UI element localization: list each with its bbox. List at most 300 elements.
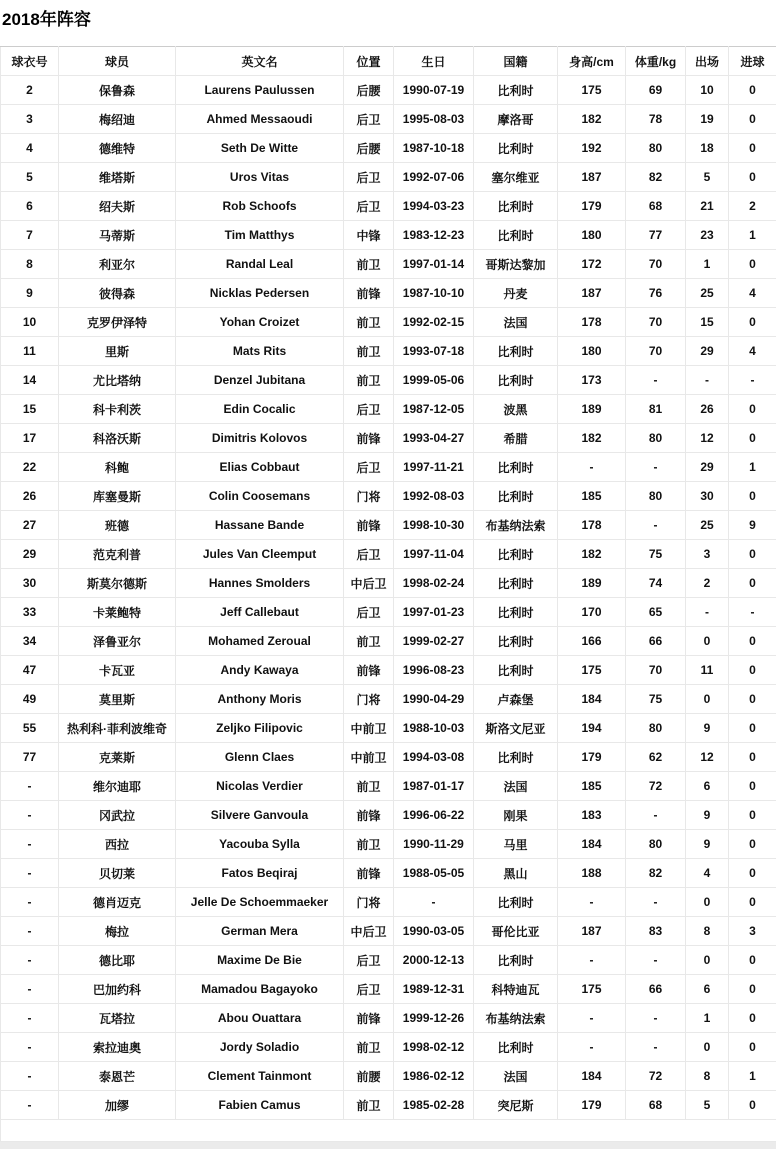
table-cell: 1998-02-12	[394, 1033, 474, 1062]
table-cell: 比利时	[474, 627, 558, 656]
table-cell: 斯莫尔德斯	[59, 569, 176, 598]
table-cell: 马蒂斯	[59, 221, 176, 250]
table-cell: 17	[1, 424, 59, 453]
table-cell: -	[626, 366, 686, 395]
table-cell: 前卫	[344, 366, 394, 395]
table-cell: 法国	[474, 772, 558, 801]
table-cell: 1990-04-29	[394, 685, 474, 714]
table-cell: 1	[729, 1062, 776, 1091]
table-cell: Fabien Camus	[176, 1091, 344, 1120]
table-cell: 6	[686, 975, 729, 1004]
page-title: 2018年阵容	[2, 10, 91, 29]
table-cell: 0	[729, 888, 776, 917]
table-cell: 0	[686, 1033, 729, 1062]
table-cell: Tim Matthys	[176, 221, 344, 250]
table-cell: 1994-03-23	[394, 192, 474, 221]
table-cell: 前锋	[344, 859, 394, 888]
table-cell: 6	[686, 772, 729, 801]
table-cell: 22	[1, 453, 59, 482]
table-cell: 贝切莱	[59, 859, 176, 888]
table-cell: 中后卫	[344, 917, 394, 946]
table-cell: 9	[1, 279, 59, 308]
table-cell: 1995-08-03	[394, 105, 474, 134]
table-row	[1, 366, 776, 395]
table-cell: 184	[558, 1062, 626, 1091]
table-cell: Hassane Bande	[176, 511, 344, 540]
table-cell: 德比耶	[59, 946, 176, 975]
table-cell: -	[394, 888, 474, 917]
table-cell: 23	[686, 221, 729, 250]
table-row	[1, 395, 776, 424]
table-row	[1, 511, 776, 540]
table-row	[1, 1004, 776, 1033]
table-cell: 比利时	[474, 540, 558, 569]
table-cell: 76	[626, 279, 686, 308]
table-cell: 中后卫	[344, 569, 394, 598]
table-cell: Rob Schoofs	[176, 192, 344, 221]
table-cell: 加缪	[59, 1091, 176, 1120]
table-cell: 0	[729, 163, 776, 192]
table-cell: -	[626, 888, 686, 917]
table-cell: 2000-12-13	[394, 946, 474, 975]
table-cell: 科鲍	[59, 453, 176, 482]
table-cell: 刚果	[474, 801, 558, 830]
table-row	[1, 279, 776, 308]
table-row	[1, 540, 776, 569]
table-cell: 26	[686, 395, 729, 424]
table-cell: 178	[558, 308, 626, 337]
table-cell: 182	[558, 105, 626, 134]
table-cell: Dimitris Kolovos	[176, 424, 344, 453]
table-cell: 法国	[474, 1062, 558, 1091]
table-row	[1, 221, 776, 250]
table-cell: 1998-02-24	[394, 569, 474, 598]
table-cell: 1997-01-23	[394, 598, 474, 627]
column-header-6: 身高/cm	[558, 47, 626, 76]
table-cell: Yohan Croizet	[176, 308, 344, 337]
table-cell: 比利时	[474, 76, 558, 105]
table-cell: -	[729, 366, 776, 395]
table-cell: 0	[686, 685, 729, 714]
table-cell: 中锋	[344, 221, 394, 250]
column-header-9: 进球	[729, 47, 776, 76]
table-cell: 30	[686, 482, 729, 511]
table-cell: 前卫	[344, 250, 394, 279]
table-cell: -	[1, 946, 59, 975]
table-cell: 1997-11-04	[394, 540, 474, 569]
table-cell: 189	[558, 395, 626, 424]
roster-table	[0, 46, 776, 1142]
table-cell: -	[1, 1004, 59, 1033]
table-row	[1, 453, 776, 482]
table-cell: -	[1, 801, 59, 830]
table-cell: 1	[686, 1004, 729, 1033]
table-cell: 瓦塔拉	[59, 1004, 176, 1033]
table-cell: 克罗伊泽特	[59, 308, 176, 337]
table-row	[1, 801, 776, 830]
table-cell: 194	[558, 714, 626, 743]
table-row	[1, 830, 776, 859]
table-cell: 19	[686, 105, 729, 134]
table-cell: 1990-03-05	[394, 917, 474, 946]
table-cell: 180	[558, 337, 626, 366]
table-cell: 前锋	[344, 511, 394, 540]
table-cell: 波黑	[474, 395, 558, 424]
table-cell: Uros Vitas	[176, 163, 344, 192]
table-cell: 0	[729, 482, 776, 511]
table-cell: 1999-05-06	[394, 366, 474, 395]
table-cell: 0	[729, 714, 776, 743]
table-cell: Andy Kawaya	[176, 656, 344, 685]
table-cell: 1	[686, 250, 729, 279]
table-cell: 189	[558, 569, 626, 598]
table-cell: 门将	[344, 888, 394, 917]
table-cell: 62	[626, 743, 686, 772]
table-cell: 4	[686, 859, 729, 888]
table-row	[1, 1091, 776, 1120]
table-cell: 74	[626, 569, 686, 598]
table-cell: 比利时	[474, 192, 558, 221]
table-cell: 克莱斯	[59, 743, 176, 772]
table-cell: 黑山	[474, 859, 558, 888]
table-cell: Jordy Soladio	[176, 1033, 344, 1062]
table-row	[1, 743, 776, 772]
table-cell: 8	[686, 1062, 729, 1091]
table-cell: 1987-10-18	[394, 134, 474, 163]
table-cell: Jelle De Schoemmaeker	[176, 888, 344, 917]
table-cell: Mohamed Zeroual	[176, 627, 344, 656]
table-cell: Jeff Callebaut	[176, 598, 344, 627]
table-cell: 1992-07-06	[394, 163, 474, 192]
table-cell: 0	[729, 134, 776, 163]
table-cell: 1994-03-08	[394, 743, 474, 772]
table-cell: 65	[626, 598, 686, 627]
table-cell: 10	[1, 308, 59, 337]
table-cell: 11	[686, 656, 729, 685]
table-cell: 比利时	[474, 656, 558, 685]
table-cell: Colin Coosemans	[176, 482, 344, 511]
table-cell: 15	[1, 395, 59, 424]
table-cell: 比利时	[474, 743, 558, 772]
table-cell: 1990-11-29	[394, 830, 474, 859]
table-cell: -	[558, 946, 626, 975]
table-cell: 188	[558, 859, 626, 888]
table-cell: 比利时	[474, 598, 558, 627]
table-cell: 12	[686, 424, 729, 453]
table-cell: 1989-12-31	[394, 975, 474, 1004]
column-header-8: 出场	[686, 47, 729, 76]
table-row	[1, 627, 776, 656]
table-cell: 科洛沃斯	[59, 424, 176, 453]
table-row	[1, 1062, 776, 1091]
table-cell: 33	[1, 598, 59, 627]
table-cell: 0	[729, 1033, 776, 1062]
table-cell: Fatos Beqiraj	[176, 859, 344, 888]
table-cell: -	[626, 1004, 686, 1033]
table-cell: 1986-02-12	[394, 1062, 474, 1091]
table-cell: 175	[558, 656, 626, 685]
table-cell: 184	[558, 830, 626, 859]
table-cell: 5	[686, 1091, 729, 1120]
table-cell: 80	[626, 830, 686, 859]
table-cell: 布基纳法索	[474, 511, 558, 540]
table-cell: 180	[558, 221, 626, 250]
table-cell: 0	[729, 395, 776, 424]
table-cell: 0	[729, 76, 776, 105]
bottom-strip	[0, 1142, 776, 1149]
table-cell: 索拉迪奥	[59, 1033, 176, 1062]
table-cell: 14	[1, 366, 59, 395]
table-cell: 德维特	[59, 134, 176, 163]
table-cell: -	[558, 453, 626, 482]
table-footer	[1, 1120, 776, 1142]
table-cell: Mamadou Bagayoko	[176, 975, 344, 1004]
table-cell: 187	[558, 279, 626, 308]
table-cell: -	[1, 859, 59, 888]
table-row	[1, 917, 776, 946]
table-cell: 1998-10-30	[394, 511, 474, 540]
table-cell: 比利时	[474, 453, 558, 482]
table-row	[1, 308, 776, 337]
table-cell: 9	[686, 714, 729, 743]
table-cell: -	[1, 830, 59, 859]
table-cell: 15	[686, 308, 729, 337]
table-row	[1, 337, 776, 366]
table-row	[1, 772, 776, 801]
table-cell: 175	[558, 975, 626, 1004]
table-cell: 前腰	[344, 1062, 394, 1091]
table-cell: 1999-02-27	[394, 627, 474, 656]
table-cell: 梅绍迪	[59, 105, 176, 134]
table-cell: 179	[558, 1091, 626, 1120]
table-cell: 0	[729, 627, 776, 656]
table-cell: Seth De Witte	[176, 134, 344, 163]
table-cell: 1	[729, 453, 776, 482]
header-row	[1, 47, 776, 76]
column-header-7: 体重/kg	[626, 47, 686, 76]
table-cell: 0	[729, 859, 776, 888]
table-row	[1, 859, 776, 888]
table-cell: 69	[626, 76, 686, 105]
table-cell: 莫里斯	[59, 685, 176, 714]
table-cell: 34	[1, 627, 59, 656]
table-cell: 摩洛哥	[474, 105, 558, 134]
table-cell: 0	[729, 105, 776, 134]
table-cell: 9	[686, 801, 729, 830]
table-cell: Ahmed Messaoudi	[176, 105, 344, 134]
table-cell: 塞尔维亚	[474, 163, 558, 192]
table-cell: 77	[1, 743, 59, 772]
table-cell: 0	[729, 685, 776, 714]
table-cell: 里斯	[59, 337, 176, 366]
table-cell: 维尔迪耶	[59, 772, 176, 801]
table-cell: 25	[686, 511, 729, 540]
table-row	[1, 656, 776, 685]
table-cell: 0	[729, 772, 776, 801]
table-cell: 0	[729, 569, 776, 598]
table-cell: 1987-12-05	[394, 395, 474, 424]
table-cell: 8	[686, 917, 729, 946]
table-cell: 1988-10-03	[394, 714, 474, 743]
table-cell: Jules Van Cleemput	[176, 540, 344, 569]
table-cell: 29	[1, 540, 59, 569]
table-cell: 哥伦比亚	[474, 917, 558, 946]
table-cell: 丹麦	[474, 279, 558, 308]
table-cell: 47	[1, 656, 59, 685]
table-cell: Denzel Jubitana	[176, 366, 344, 395]
table-cell: 科特迪瓦	[474, 975, 558, 1004]
table-cell: 比利时	[474, 946, 558, 975]
table-cell: 斯洛文尼亚	[474, 714, 558, 743]
table-cell: 6	[1, 192, 59, 221]
table-cell: 83	[626, 917, 686, 946]
table-cell: Nicolas Verdier	[176, 772, 344, 801]
table-body	[1, 76, 776, 1120]
table-row	[1, 163, 776, 192]
table-cell: 80	[626, 424, 686, 453]
table-cell: -	[729, 598, 776, 627]
table-cell: Zeljko Filipovic	[176, 714, 344, 743]
table-cell: Yacouba Sylla	[176, 830, 344, 859]
table-cell: 前卫	[344, 1033, 394, 1062]
table-cell: 81	[626, 395, 686, 424]
table-cell: -	[1, 888, 59, 917]
table-cell: 泽鲁亚尔	[59, 627, 176, 656]
table-cell: 库塞曼斯	[59, 482, 176, 511]
table-cell: 80	[626, 134, 686, 163]
table-cell: Mats Rits	[176, 337, 344, 366]
table-row	[1, 105, 776, 134]
table-cell: 5	[1, 163, 59, 192]
table-cell: 1993-07-18	[394, 337, 474, 366]
table-cell: 5	[686, 163, 729, 192]
table-cell: Abou Ouattara	[176, 1004, 344, 1033]
table-cell: 2	[686, 569, 729, 598]
table-cell: Laurens Paulussen	[176, 76, 344, 105]
table-cell: -	[1, 1062, 59, 1091]
table-cell: 利亚尔	[59, 250, 176, 279]
table-cell: 82	[626, 859, 686, 888]
table-cell: 前锋	[344, 279, 394, 308]
table-cell: 1987-01-17	[394, 772, 474, 801]
table-cell: 170	[558, 598, 626, 627]
table-cell: 178	[558, 511, 626, 540]
table-cell: 维塔斯	[59, 163, 176, 192]
table-cell: 187	[558, 163, 626, 192]
table-cell: 1997-01-14	[394, 250, 474, 279]
table-cell: 门将	[344, 482, 394, 511]
table-cell: 182	[558, 540, 626, 569]
table-cell: 比利时	[474, 221, 558, 250]
table-cell: 3	[686, 540, 729, 569]
table-cell: 前卫	[344, 308, 394, 337]
table-cell: 72	[626, 772, 686, 801]
table-cell: -	[626, 801, 686, 830]
table-cell: Anthony Moris	[176, 685, 344, 714]
table-cell: 后卫	[344, 946, 394, 975]
table-cell: 1988-05-05	[394, 859, 474, 888]
table-cell: -	[558, 1004, 626, 1033]
table-cell: 布基纳法索	[474, 1004, 558, 1033]
table-cell: -	[626, 453, 686, 482]
column-header-3: 位置	[344, 47, 394, 76]
table-cell: 法国	[474, 308, 558, 337]
table-cell: 3	[1, 105, 59, 134]
table-row	[1, 888, 776, 917]
table-cell: 0	[729, 250, 776, 279]
table-cell: Clement Tainmont	[176, 1062, 344, 1091]
table-cell: 1987-10-10	[394, 279, 474, 308]
table-cell: 9	[729, 511, 776, 540]
blank-footer-row	[1, 1120, 776, 1142]
table-cell: 前卫	[344, 772, 394, 801]
table-cell: 卡瓦亚	[59, 656, 176, 685]
table-cell: Nicklas Pedersen	[176, 279, 344, 308]
table-cell: 前卫	[344, 1091, 394, 1120]
table-cell: 30	[1, 569, 59, 598]
table-cell: 卡莱鲍特	[59, 598, 176, 627]
table-cell: 1996-08-23	[394, 656, 474, 685]
table-cell: -	[1, 1091, 59, 1120]
table-cell: -	[1, 1033, 59, 1062]
column-header-4: 生日	[394, 47, 474, 76]
table-cell: 55	[1, 714, 59, 743]
table-cell: 182	[558, 424, 626, 453]
table-cell: 9	[686, 830, 729, 859]
table-cell: 后卫	[344, 395, 394, 424]
table-cell: 门将	[344, 685, 394, 714]
table-cell: 18	[686, 134, 729, 163]
table-cell: 2	[1, 76, 59, 105]
table-cell: 25	[686, 279, 729, 308]
table-cell: -	[626, 1033, 686, 1062]
table-cell: 前卫	[344, 337, 394, 366]
table-cell: 比利时	[474, 366, 558, 395]
table-cell: 29	[686, 337, 729, 366]
table-cell: 后腰	[344, 134, 394, 163]
table-cell: 范克利普	[59, 540, 176, 569]
table-cell: 175	[558, 76, 626, 105]
table-cell: 70	[626, 656, 686, 685]
table-cell: 1	[729, 221, 776, 250]
table-cell: 马里	[474, 830, 558, 859]
table-cell: 1997-11-21	[394, 453, 474, 482]
blank-footer-cell	[1, 1120, 776, 1142]
table-cell: 70	[626, 337, 686, 366]
table-cell: 巴加约科	[59, 975, 176, 1004]
table-cell: 0	[686, 946, 729, 975]
table-cell: 184	[558, 685, 626, 714]
table-cell: 1992-08-03	[394, 482, 474, 511]
table-cell: 绍夫斯	[59, 192, 176, 221]
table-cell: 比利时	[474, 337, 558, 366]
table-cell: 75	[626, 540, 686, 569]
table-cell: 比利时	[474, 134, 558, 163]
table-cell: 前锋	[344, 801, 394, 830]
table-cell: -	[1, 917, 59, 946]
table-cell: 德肖迈克	[59, 888, 176, 917]
table-cell: 75	[626, 685, 686, 714]
table-cell: -	[558, 888, 626, 917]
table-row	[1, 76, 776, 105]
table-cell: Edin Cocalic	[176, 395, 344, 424]
table-cell: 192	[558, 134, 626, 163]
column-header-5: 国籍	[474, 47, 558, 76]
table-cell: 7	[1, 221, 59, 250]
table-cell: 0	[729, 946, 776, 975]
table-cell: 1999-12-26	[394, 1004, 474, 1033]
table-cell: 66	[626, 627, 686, 656]
